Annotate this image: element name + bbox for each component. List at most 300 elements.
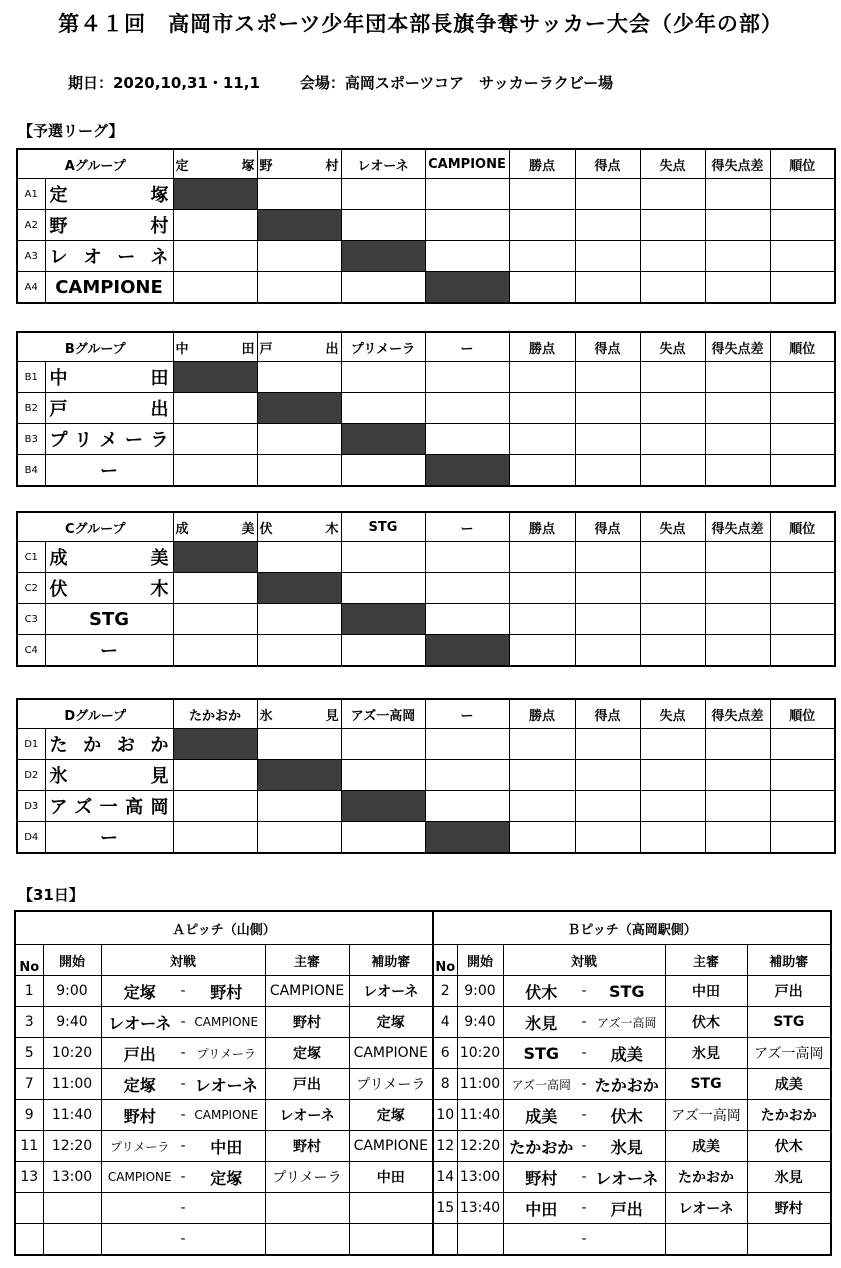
stat-cell	[770, 635, 835, 667]
self-match-cell	[173, 542, 257, 573]
stat-cell	[509, 393, 575, 424]
opponent-column-header: 戸 出	[257, 332, 341, 362]
team-row	[17, 729, 835, 760]
result-cell	[257, 791, 341, 822]
self-match-cell	[425, 822, 509, 854]
match-no: 13	[15, 1162, 43, 1193]
stat-cell	[575, 604, 640, 635]
home-team: 中田	[525, 1199, 558, 1219]
referee: アズ一高岡	[665, 1100, 747, 1131]
team-name: 野村	[45, 210, 173, 241]
stat-cell	[705, 455, 770, 487]
result-cell	[257, 542, 341, 573]
stat-cell	[770, 573, 835, 604]
group-header-row	[17, 699, 835, 729]
self-match-cell	[425, 635, 509, 667]
col-no-b: No	[433, 945, 457, 976]
referee: 定塚	[265, 1038, 349, 1069]
stat-cell	[575, 179, 640, 210]
stat-cell	[640, 179, 705, 210]
stat-cell	[770, 179, 835, 210]
page-title: 第４１回 高岡市スポーツ少年団本部長旗争奪サッカー大会（少年の部）	[58, 12, 783, 36]
stat-cell	[770, 760, 835, 791]
stat-cell	[705, 179, 770, 210]
match-no: 12	[433, 1131, 457, 1162]
team-name: 定塚	[45, 179, 173, 210]
match-no: 7	[15, 1069, 43, 1100]
result-cell	[173, 455, 257, 487]
team-row	[17, 455, 835, 487]
col-start-b: 開始	[457, 945, 503, 976]
stat-cell	[705, 635, 770, 667]
stat-cell	[770, 455, 835, 487]
match-no: 5	[15, 1038, 43, 1069]
referee: 野村	[265, 1007, 349, 1038]
opponent-column-header: アズ一高岡	[341, 699, 425, 729]
team-code: C3	[17, 604, 45, 635]
match-start-time: 9:00	[457, 976, 503, 1007]
team-code: D1	[17, 729, 45, 760]
referee: 戸出	[265, 1069, 349, 1100]
team-code: D4	[17, 822, 45, 854]
group-header-row	[17, 512, 835, 542]
self-match-cell	[257, 210, 341, 241]
away-team: 伏木	[610, 1106, 643, 1126]
stat-cell	[575, 272, 640, 304]
assistant-referee: プリメーラ	[349, 1069, 433, 1100]
result-cell	[425, 542, 509, 573]
assistant-referee	[747, 1224, 831, 1256]
result-cell	[257, 635, 341, 667]
opponent-column-header: CAMPIONE	[425, 149, 509, 179]
stat-cell	[640, 455, 705, 487]
opponent-column-header: ー	[425, 699, 509, 729]
stat-column-header: 勝点	[509, 332, 575, 362]
stat-column-header: 順位	[770, 512, 835, 542]
assistant-referee: 定塚	[349, 1100, 433, 1131]
team-code: B3	[17, 424, 45, 455]
referee: 中田	[665, 976, 747, 1007]
group-name: Dグループ	[17, 699, 173, 729]
match-separator: -	[180, 1014, 186, 1030]
result-cell	[173, 272, 257, 304]
away-team: レオーネ	[595, 1168, 659, 1188]
result-cell	[425, 393, 509, 424]
match-start-time: 12:20	[457, 1131, 503, 1162]
pitch-b-header: Ｂピッチ（高岡駅側）	[433, 911, 831, 945]
self-match-cell	[341, 604, 425, 635]
team-row	[17, 791, 835, 822]
schedule-row	[15, 1131, 831, 1162]
stat-cell	[509, 729, 575, 760]
match-no: 3	[15, 1007, 43, 1038]
match-pairing	[503, 1224, 665, 1256]
stat-column-header: 得点	[575, 332, 640, 362]
match-separator: -	[180, 1107, 186, 1123]
self-match-cell	[425, 272, 509, 304]
opponent-column-header: 中 田	[173, 332, 257, 362]
stat-cell	[509, 542, 575, 573]
stat-cell	[705, 542, 770, 573]
match-start-time: 12:20	[43, 1131, 101, 1162]
schedule-row	[15, 1007, 831, 1038]
team-code: C2	[17, 573, 45, 604]
result-cell	[257, 179, 341, 210]
stat-cell	[509, 424, 575, 455]
team-row	[17, 179, 835, 210]
home-team: 氷見	[525, 1013, 558, 1033]
home-team: プリメーラ	[110, 1139, 170, 1154]
team-name: レオーネ	[45, 241, 173, 272]
stat-column-header: 得点	[575, 699, 640, 729]
match-separator: -	[581, 983, 587, 999]
result-cell	[425, 241, 509, 272]
assistant-referee: レオーネ	[349, 976, 433, 1007]
assistant-referee: CAMPIONE	[349, 1038, 433, 1069]
assistant-referee: 野村	[747, 1193, 831, 1224]
referee: たかおか	[665, 1162, 747, 1193]
match-no	[15, 1224, 43, 1256]
stat-column-header: 勝点	[509, 512, 575, 542]
home-team: 定塚	[123, 1075, 156, 1095]
group-header-row	[17, 332, 835, 362]
self-match-cell	[341, 241, 425, 272]
assistant-referee	[349, 1193, 433, 1224]
match-no: 1	[15, 976, 43, 1007]
group-table-d	[16, 698, 836, 854]
stat-cell	[770, 241, 835, 272]
team-row	[17, 760, 835, 791]
col-match-b: 対戦	[503, 945, 665, 976]
col-ref-b: 主審	[665, 945, 747, 976]
team-code: B2	[17, 393, 45, 424]
match-start-time: 11:00	[43, 1069, 101, 1100]
match-separator: -	[180, 983, 186, 999]
match-no: 11	[15, 1131, 43, 1162]
team-row	[17, 272, 835, 304]
stat-cell	[575, 455, 640, 487]
stat-column-header: 得失点差	[705, 699, 770, 729]
stat-cell	[509, 272, 575, 304]
opponent-column-header: STG	[341, 512, 425, 542]
stat-cell	[575, 542, 640, 573]
team-name: プリメーラ	[45, 424, 173, 455]
result-cell	[257, 822, 341, 854]
result-cell	[425, 179, 509, 210]
assistant-referee: CAMPIONE	[349, 1131, 433, 1162]
schedule-row	[15, 1069, 831, 1100]
stat-cell	[575, 791, 640, 822]
stat-cell	[705, 241, 770, 272]
team-row	[17, 393, 835, 424]
result-cell	[257, 604, 341, 635]
stat-cell	[705, 729, 770, 760]
schedule-row	[15, 1100, 831, 1131]
match-pairing	[101, 1069, 265, 1100]
group-name: Cグループ	[17, 512, 173, 542]
referee: 野村	[265, 1131, 349, 1162]
away-team: CAMPIONE	[194, 1108, 259, 1122]
team-code: A3	[17, 241, 45, 272]
away-team: 定塚	[210, 1168, 243, 1188]
self-match-cell	[257, 573, 341, 604]
match-pairing	[101, 1100, 265, 1131]
match-start-time: 10:20	[43, 1038, 101, 1069]
team-row	[17, 635, 835, 667]
opponent-column-header: ー	[425, 332, 509, 362]
stat-cell	[640, 393, 705, 424]
stat-cell	[575, 210, 640, 241]
team-name: 氷見	[45, 760, 173, 791]
result-cell	[173, 573, 257, 604]
team-row	[17, 210, 835, 241]
home-team: CAMPIONE	[107, 1170, 172, 1184]
stat-cell	[509, 362, 575, 393]
match-pairing	[503, 1162, 665, 1193]
self-match-cell	[341, 424, 425, 455]
schedule-row	[15, 1193, 831, 1224]
stat-cell	[640, 729, 705, 760]
match-pairing	[503, 976, 665, 1007]
referee: STG	[665, 1069, 747, 1100]
result-cell	[425, 362, 509, 393]
away-team: 中田	[210, 1137, 243, 1157]
home-team: 伏木	[525, 982, 558, 1002]
stat-cell	[640, 210, 705, 241]
stat-cell	[640, 272, 705, 304]
result-cell	[173, 424, 257, 455]
result-cell	[173, 760, 257, 791]
result-cell	[257, 729, 341, 760]
self-match-cell	[425, 455, 509, 487]
match-pairing	[503, 1069, 665, 1100]
team-code: B1	[17, 362, 45, 393]
result-cell	[173, 822, 257, 854]
stat-cell	[509, 210, 575, 241]
team-name: ー	[45, 635, 173, 667]
away-team: CAMPIONE	[194, 1015, 259, 1029]
opponent-column-header: 野 村	[257, 149, 341, 179]
match-start-time: 11:40	[457, 1100, 503, 1131]
referee: 伏木	[665, 1007, 747, 1038]
stat-column-header: 順位	[770, 332, 835, 362]
stat-cell	[770, 604, 835, 635]
team-row	[17, 573, 835, 604]
match-pairing	[503, 1007, 665, 1038]
match-separator: -	[180, 1169, 186, 1185]
result-cell	[341, 393, 425, 424]
match-start-time: 13:00	[457, 1162, 503, 1193]
stat-cell	[770, 729, 835, 760]
stat-cell	[509, 635, 575, 667]
self-match-cell	[173, 179, 257, 210]
stat-column-header: 失点	[640, 149, 705, 179]
stat-cell	[640, 362, 705, 393]
result-cell	[425, 791, 509, 822]
referee: レオーネ	[265, 1100, 349, 1131]
prelim-label: 【予選リーグ】	[18, 122, 124, 140]
home-team: 戸出	[123, 1044, 156, 1064]
stat-cell	[705, 573, 770, 604]
result-cell	[257, 362, 341, 393]
stat-column-header: 得失点差	[705, 332, 770, 362]
col-start-a: 開始	[43, 945, 101, 976]
match-separator: -	[581, 1231, 587, 1247]
match-pairing	[503, 1193, 665, 1224]
group-table-b	[16, 331, 836, 487]
day-label: 【31日】	[18, 886, 84, 904]
group-name: Aグループ	[17, 149, 173, 179]
stat-cell	[705, 272, 770, 304]
result-cell	[425, 729, 509, 760]
team-name: たかおか	[45, 729, 173, 760]
match-start-time	[43, 1193, 101, 1224]
result-cell	[425, 573, 509, 604]
assistant-referee: 中田	[349, 1162, 433, 1193]
stat-cell	[575, 729, 640, 760]
result-cell	[341, 542, 425, 573]
match-start-time: 11:00	[457, 1069, 503, 1100]
stat-cell	[640, 791, 705, 822]
match-pairing	[101, 1131, 265, 1162]
match-start-time: 9:40	[43, 1007, 101, 1038]
opponent-column-header: 氷 見	[257, 699, 341, 729]
opponent-column-header: ー	[425, 512, 509, 542]
result-cell	[341, 729, 425, 760]
stat-cell	[640, 635, 705, 667]
stat-cell	[705, 760, 770, 791]
schedule-table	[14, 910, 832, 1256]
stat-cell	[575, 241, 640, 272]
team-code: D2	[17, 760, 45, 791]
match-pairing	[503, 1100, 665, 1131]
away-team: 成美	[610, 1044, 643, 1064]
match-start-time	[43, 1224, 101, 1256]
result-cell	[341, 635, 425, 667]
match-separator: -	[581, 1107, 587, 1123]
stat-cell	[575, 362, 640, 393]
match-no: 8	[433, 1069, 457, 1100]
group-table-a	[16, 148, 836, 304]
referee	[265, 1224, 349, 1256]
opponent-column-header: 伏 木	[257, 512, 341, 542]
stat-cell	[770, 210, 835, 241]
result-cell	[341, 822, 425, 854]
stat-column-header: 失点	[640, 332, 705, 362]
assistant-referee: 戸出	[747, 976, 831, 1007]
stat-cell	[770, 542, 835, 573]
away-team: アズ一高岡	[596, 1015, 657, 1030]
result-cell	[341, 455, 425, 487]
referee: 成美	[665, 1131, 747, 1162]
home-team: 野村	[123, 1106, 156, 1126]
stat-cell	[509, 760, 575, 791]
away-team: たかおか	[594, 1075, 659, 1095]
team-code: B4	[17, 455, 45, 487]
match-no: 6	[433, 1038, 457, 1069]
match-separator: -	[581, 1169, 587, 1185]
self-match-cell	[257, 760, 341, 791]
team-row	[17, 822, 835, 854]
assistant-referee: たかおか	[747, 1100, 831, 1131]
home-team: 定塚	[123, 982, 156, 1002]
opponent-column-header: レオーネ	[341, 149, 425, 179]
home-team: レオーネ	[108, 1013, 172, 1033]
stat-cell	[705, 791, 770, 822]
referee	[265, 1193, 349, 1224]
stat-cell	[770, 362, 835, 393]
pitch-a-header: Ａピッチ（山側）	[15, 911, 433, 945]
team-name: STG	[45, 604, 173, 635]
match-separator: -	[581, 1200, 587, 1216]
team-name: アズ一高岡	[45, 791, 173, 822]
match-separator: -	[180, 1231, 186, 1247]
referee	[665, 1224, 747, 1256]
stat-cell	[705, 393, 770, 424]
event-venue: 会場：高岡スポーツコア サッカーラクビー場	[299, 74, 614, 92]
match-start-time: 10:20	[457, 1038, 503, 1069]
stat-cell	[770, 393, 835, 424]
schedule-row	[15, 976, 831, 1007]
match-start-time: 13:40	[457, 1193, 503, 1224]
stat-cell	[770, 424, 835, 455]
match-pairing	[101, 1224, 265, 1256]
col-no-a: No	[15, 945, 43, 976]
team-name: 成美	[45, 542, 173, 573]
result-cell	[257, 241, 341, 272]
result-cell	[257, 424, 341, 455]
col-match-a: 対戦	[101, 945, 265, 976]
stat-cell	[640, 542, 705, 573]
result-cell	[173, 604, 257, 635]
schedule-row	[15, 1038, 831, 1069]
match-pairing	[101, 1193, 265, 1224]
result-cell	[425, 604, 509, 635]
stat-cell	[575, 822, 640, 854]
stat-cell	[640, 573, 705, 604]
stat-column-header: 得失点差	[705, 512, 770, 542]
col-asst-a: 補助審	[349, 945, 433, 976]
stat-cell	[509, 604, 575, 635]
referee: レオーネ	[665, 1193, 747, 1224]
stat-cell	[770, 822, 835, 854]
match-no: 10	[433, 1100, 457, 1131]
stat-cell	[640, 604, 705, 635]
result-cell	[173, 210, 257, 241]
match-no: 4	[433, 1007, 457, 1038]
self-match-cell	[257, 393, 341, 424]
assistant-referee	[349, 1224, 433, 1256]
opponent-column-header: たかおか	[173, 699, 257, 729]
stat-cell	[705, 604, 770, 635]
result-cell	[173, 635, 257, 667]
result-cell	[341, 362, 425, 393]
self-match-cell	[341, 791, 425, 822]
team-code: C4	[17, 635, 45, 667]
stat-cell	[640, 241, 705, 272]
match-no: 14	[433, 1162, 457, 1193]
match-separator: -	[180, 1138, 186, 1154]
stat-cell	[770, 791, 835, 822]
referee: 氷見	[665, 1038, 747, 1069]
match-start-time: 9:40	[457, 1007, 503, 1038]
opponent-column-header: プリメーラ	[341, 332, 425, 362]
team-code: A4	[17, 272, 45, 304]
team-name: ー	[45, 455, 173, 487]
stat-column-header: 得失点差	[705, 149, 770, 179]
match-pairing	[101, 1007, 265, 1038]
team-row	[17, 241, 835, 272]
